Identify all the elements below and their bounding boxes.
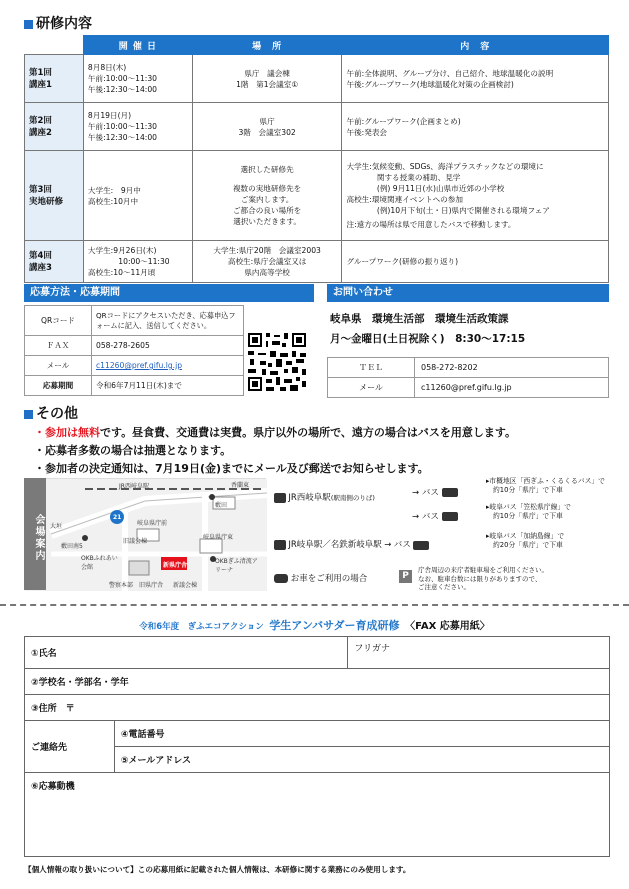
map-label: 新県庁舎 bbox=[163, 562, 188, 569]
bus-label: → バス bbox=[412, 510, 458, 522]
table-row bbox=[25, 356, 244, 376]
table-row bbox=[25, 376, 244, 396]
table-row bbox=[25, 55, 609, 103]
map-label: 香蘭東 bbox=[231, 482, 250, 489]
row-content: グループワーク(研修の振り返り) bbox=[342, 241, 609, 283]
note-line-3: ・参加者の決定通知は、7月19日(金)までにメール及び郵送でお知らせします。 bbox=[34, 462, 429, 475]
row-place: 大学生:県庁20階 会議室2003 高校生:県庁会議室又は 県内高等学校 bbox=[192, 241, 342, 283]
map-label: 新議会棟 bbox=[173, 582, 198, 589]
contact-key: メール bbox=[328, 378, 415, 398]
table-row bbox=[25, 721, 610, 747]
route-1: ▸市概地区「西ぎふ・くるくるバス」で 約10分「県庁」で下車 bbox=[486, 477, 605, 494]
map-label: 岐阜県庁東 bbox=[203, 534, 234, 541]
row-content: 大学生:気候変動、SDGs、海洋プラスチックなどの環境に 関する授業の補助、見学 (例) 9月11日(水)山県市近郊の小学校 高校生:環境関連イベントへの参加 (例)10月下旬(土・日)県内で開催される環境フェア 注:遠方の場所は県で用意したバスで移動します。 bbox=[342, 151, 609, 241]
train-icon bbox=[274, 540, 286, 550]
contact-title-bar: お問い合わせ bbox=[327, 284, 609, 302]
row-date: 大学生: 9月中 高校生:10月中 bbox=[83, 151, 192, 241]
apply-value: 令和6年7月11日(木)まで bbox=[92, 376, 244, 396]
row-content: 午前:グループワーク(企画まとめ) 午後:発表会 bbox=[342, 103, 609, 151]
name-field[interactable]: ①氏名 bbox=[25, 637, 348, 669]
row-place: 選択した研修先 複数の実地研修先を ご案内します。 ご都合の良い場所を 選択いただきます。 bbox=[192, 151, 342, 241]
map-label: 旧議会棟 bbox=[123, 538, 148, 545]
email-link[interactable]: c11260@pref.gifu.lg.jp bbox=[96, 361, 183, 370]
fax-form-table bbox=[24, 636, 610, 857]
fax-form-heading: 令和6年度 ぎふエコアクション 学生アンバサダー育成研修 〈FAX 応募用紙〉 bbox=[139, 619, 490, 632]
contact-org: 岐阜県 環境生活部 環境生活政策課 bbox=[330, 313, 509, 325]
email-field[interactable]: ⑤メールアドレス bbox=[114, 747, 609, 773]
map-label: OKBふれあい会館 bbox=[81, 555, 118, 571]
table-row bbox=[25, 336, 244, 356]
section-title-training: 研修内容 bbox=[24, 13, 92, 33]
qr-code-icon[interactable] bbox=[246, 331, 308, 393]
contact-value: 058-272-8202 bbox=[415, 358, 609, 378]
table-row bbox=[328, 378, 609, 398]
table-row bbox=[25, 306, 244, 336]
apply-table bbox=[24, 305, 244, 396]
row-label: 第2回 講座2 bbox=[25, 103, 84, 151]
apply-key: 応募期間 bbox=[25, 376, 92, 396]
table-row bbox=[25, 151, 609, 241]
map-label: 警察本部 bbox=[109, 582, 134, 589]
bus-icon bbox=[442, 488, 458, 497]
note-line-1: ・参加は無料です。昼食費、交通費は実費。県庁以外の場所で、遠方の場合はバスを用意します。 bbox=[34, 426, 517, 439]
parking-icon: P bbox=[399, 570, 412, 583]
table-row bbox=[25, 637, 610, 669]
apply-title-bar: 応募方法・応募期間 bbox=[24, 284, 314, 302]
parking-note: 庁舎周辺の来庁者駐車場をご利用ください。 なお、駐車台数には限りがありますので、 ご注意ください。 bbox=[418, 566, 548, 591]
map-label: JR西岐阜駅 bbox=[119, 483, 149, 490]
square-bullet-icon bbox=[24, 410, 33, 419]
route-2: ▸岐阜バス「笠松県庁線」で 約10分「県庁」で下車 bbox=[486, 503, 571, 520]
other-notes bbox=[34, 424, 516, 478]
table-row bbox=[328, 358, 609, 378]
row-date: 大学生:9月26日(木) 10:00～11:30 高校生:10～11月頃 bbox=[83, 241, 192, 283]
contact-key: ＴＥＬ bbox=[328, 358, 415, 378]
map-label: 藪田 bbox=[215, 502, 228, 509]
schedule-table bbox=[24, 35, 609, 283]
bus-label: → バス bbox=[412, 486, 458, 498]
train-icon bbox=[274, 493, 286, 503]
map-label: 岐阜県庁前 bbox=[137, 520, 168, 527]
school-field[interactable]: ②学校名・学部名・学年 bbox=[25, 669, 610, 695]
header-content: 内 容 bbox=[342, 36, 609, 55]
apply-value bbox=[92, 356, 244, 376]
row-place: 県庁 議会棟 1階 第1会議室① bbox=[192, 55, 342, 103]
map-side-label: 会場案内 bbox=[24, 478, 46, 590]
map-label: 旧県庁舎 bbox=[139, 582, 164, 589]
furigana-field[interactable]: フリガナ bbox=[348, 637, 610, 669]
note-line-2: ・応募者多数の場合は抽選となります。 bbox=[34, 444, 232, 457]
header-place: 場 所 bbox=[192, 36, 342, 55]
row-content: 午前:全体説明、グループ分け、自己紹介、地球温暖化の説明 午後:グループワーク(地球温暖化対策の企画検討) bbox=[342, 55, 609, 103]
access-station-2: JR岐阜駅／名鉄新岐阜駅 → バス bbox=[274, 538, 429, 550]
row-place: 県庁 3階 会議室302 bbox=[192, 103, 342, 151]
motive-field[interactable]: ⑥応募動機 bbox=[25, 773, 610, 857]
phone-field[interactable]: ④電話番号 bbox=[114, 721, 609, 747]
apply-key: メール bbox=[25, 356, 92, 376]
square-bullet-icon bbox=[24, 20, 33, 29]
table-row bbox=[25, 695, 610, 721]
cut-line bbox=[0, 604, 629, 606]
map-label: OKBぎふ清流アリーナ bbox=[215, 558, 258, 574]
route-3: ▸岐阜バス「加納島線」で 約20分「県庁」で下車 bbox=[486, 532, 565, 549]
table-row bbox=[25, 103, 609, 151]
contact-value: c11260@pref.gifu.lg.jp bbox=[415, 378, 609, 398]
table-row bbox=[25, 241, 609, 283]
table-row bbox=[25, 773, 610, 857]
access-car: お車をご利用の場合 bbox=[274, 572, 367, 584]
row-label: 第1回 講座1 bbox=[25, 55, 84, 103]
table-row bbox=[25, 669, 610, 695]
map-label: 藪田南5 bbox=[61, 543, 83, 550]
section-title-other: その他 bbox=[24, 403, 78, 423]
car-icon bbox=[274, 574, 288, 583]
venue-map bbox=[24, 478, 266, 590]
apply-key: ＦＡＸ bbox=[25, 336, 92, 356]
address-field[interactable]: ③住所 〒 bbox=[25, 695, 610, 721]
row-label: 第4回 講座3 bbox=[25, 241, 84, 283]
map-label: 21 bbox=[113, 514, 122, 521]
schedule-header-row bbox=[25, 36, 609, 55]
contact-label: ご連絡先 bbox=[25, 721, 115, 773]
row-date: 8月19日(月) 午前:10:00～11:30 午後:12:30～14:00 bbox=[83, 103, 192, 151]
apply-value: 058-278-2605 bbox=[92, 336, 244, 356]
contact-hours: 月～金曜日(土日祝除く) 8:30～17:15 bbox=[330, 333, 526, 345]
contact-table bbox=[327, 357, 609, 398]
apply-key: QRコード bbox=[25, 306, 92, 336]
row-date: 8月8日(木) 午前:10:00～11:30 午後:12:30～14:00 bbox=[83, 55, 192, 103]
header-date: 開 催 日 bbox=[83, 36, 192, 55]
access-station-1: JR西岐阜駅(駅南側のりば) bbox=[274, 491, 375, 503]
bus-icon bbox=[413, 541, 429, 550]
map-label: 大垣 bbox=[50, 523, 63, 530]
apply-value: QRコードにアクセスいただき、応募申込フォームに記入、送信してください。 bbox=[92, 306, 244, 336]
privacy-note: 【個人情報の取り扱いについて】この応募用紙に記載された個人情報は、本研修に関する業務にのみ使用します。 bbox=[24, 865, 411, 874]
bus-icon bbox=[442, 512, 458, 521]
row-label: 第3回 実地研修 bbox=[25, 151, 84, 241]
